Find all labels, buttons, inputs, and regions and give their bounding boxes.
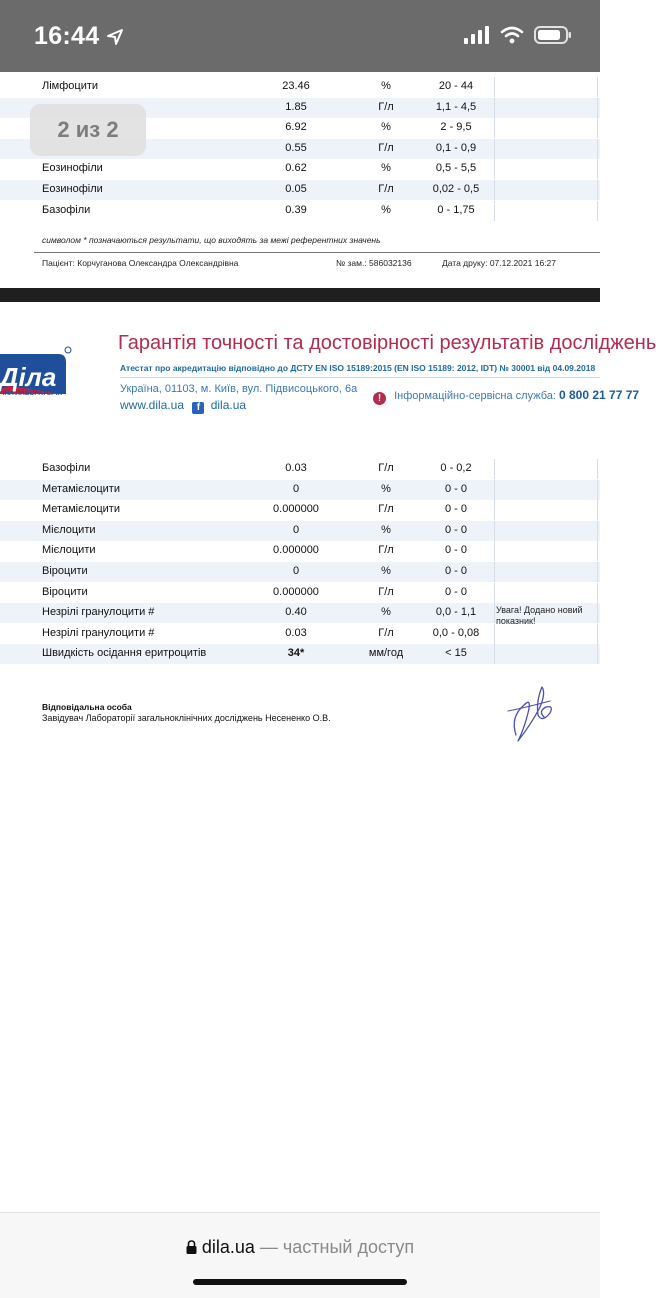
cell-unit: мм/год xyxy=(368,647,404,660)
cell-value: 0.55 xyxy=(285,141,307,154)
website-link[interactable]: www.dila.ua xyxy=(120,398,185,412)
print-date: Дата друку: 07.12.2021 16:27 xyxy=(442,258,556,268)
signature xyxy=(488,677,578,747)
column-divider xyxy=(597,77,598,97)
column-divider xyxy=(597,603,598,623)
table-row xyxy=(0,201,600,221)
status-icons xyxy=(464,25,572,45)
column-divider xyxy=(597,159,598,179)
cell-ref: 0 - 0 xyxy=(444,585,467,598)
column-divider xyxy=(494,480,495,500)
location-arrow-icon xyxy=(106,28,124,46)
status-bar xyxy=(0,0,600,72)
logo-text: Діла xyxy=(0,362,57,392)
cell-value: 0.40 xyxy=(285,606,307,619)
new-indicator-note xyxy=(496,605,583,627)
cell-value: 0 xyxy=(292,565,300,577)
cell-name: Віроцити xyxy=(42,565,88,577)
logo-tagline: ЧНА ЛАБОРАТОРІЯ xyxy=(0,390,63,397)
table-row xyxy=(0,562,600,582)
wifi-icon xyxy=(500,26,524,44)
cell-value: 0.000000 xyxy=(273,503,319,516)
table-row xyxy=(0,541,600,561)
column-divider xyxy=(494,180,495,200)
cell-value: 1.85 xyxy=(285,100,307,113)
cell-unit: Г/л xyxy=(378,585,394,598)
column-divider xyxy=(494,624,495,644)
column-divider xyxy=(494,201,495,221)
column-divider xyxy=(494,583,495,603)
cell-name: Віроцити xyxy=(42,585,88,598)
table-row xyxy=(0,644,600,664)
cell-ref: 0 - 0 xyxy=(444,523,467,536)
cell-value: 0 xyxy=(292,482,300,495)
patient-name: Пацієнт: Корчуганова Олександра Олександрівна xyxy=(42,258,239,268)
column-divider xyxy=(597,562,598,582)
cell-value: 0 xyxy=(292,523,300,536)
cell-name: Незрілі гранулоцити # xyxy=(42,606,155,619)
column-divider xyxy=(597,644,598,664)
lab-links xyxy=(120,398,246,414)
footnote: символом * позначаються результати, що виходять за межі референтних значень xyxy=(42,235,381,245)
cell-unit: % xyxy=(381,203,391,216)
header-divider xyxy=(120,377,600,378)
cell-unit: Г/л xyxy=(378,544,394,557)
page-counter: 2 из 2 xyxy=(30,104,146,156)
column-divider xyxy=(494,118,495,138)
address-bar[interactable] xyxy=(0,1237,600,1258)
column-divider xyxy=(597,624,598,644)
column-divider xyxy=(597,118,598,138)
column-divider xyxy=(597,521,598,541)
column-divider xyxy=(494,521,495,541)
cell-name: Метамієлоцити xyxy=(42,503,120,516)
cell-unit: % xyxy=(381,565,391,577)
cell-value: 0.000000 xyxy=(273,585,319,598)
page-separator xyxy=(0,288,600,302)
service-label: Інформаційно-сервісна служба: xyxy=(394,390,556,402)
cell-value: 0.03 xyxy=(285,462,307,474)
cell-name: Метамієлоцити xyxy=(42,482,120,495)
cell-unit: Г/л xyxy=(378,626,394,639)
cell-unit: % xyxy=(381,606,391,619)
facebook-icon: f xyxy=(192,402,204,414)
browser-bottom-bar xyxy=(0,1212,600,1298)
table-row xyxy=(0,180,600,200)
cell-value: 34* xyxy=(287,647,305,660)
column-divider xyxy=(494,500,495,520)
table-row xyxy=(0,480,600,500)
column-divider xyxy=(494,98,495,118)
cell-name: Лімфоцити xyxy=(42,80,99,92)
cell-ref: 0,0 - 0,08 xyxy=(432,626,480,639)
cell-ref: 0 - 0 xyxy=(444,544,467,557)
column-divider xyxy=(597,139,598,159)
lab-title: Гарантія точності та достовірності результатів досліджень xyxy=(118,332,656,354)
cell-ref: 0 - 0 xyxy=(444,565,467,577)
cell-unit: % xyxy=(381,523,391,536)
info-icon: ! xyxy=(373,392,386,405)
url-domain: dila.ua xyxy=(201,1237,255,1257)
cell-name: Мієлоцити xyxy=(42,544,96,557)
column-divider xyxy=(597,500,598,520)
facebook-link[interactable]: dila.ua xyxy=(210,398,247,412)
status-time: 16:44 xyxy=(34,22,100,50)
column-divider xyxy=(597,180,598,200)
column-divider xyxy=(597,583,598,603)
table-row xyxy=(0,583,600,603)
cell-value: 23.46 xyxy=(282,80,310,92)
cell-value: 0.03 xyxy=(285,626,307,639)
lock-icon xyxy=(186,1240,197,1254)
cell-ref: 0,0 - 1,1 xyxy=(435,606,477,619)
cell-ref: 0,5 - 5,5 xyxy=(435,162,477,175)
table-row xyxy=(0,521,600,541)
cell-name: Мієлоцити xyxy=(42,523,96,536)
cell-ref: 0 - 0 xyxy=(444,482,467,495)
cell-unit: % xyxy=(381,121,391,134)
home-indicator[interactable] xyxy=(193,1279,407,1285)
cell-ref: 1,1 - 4,5 xyxy=(435,100,477,113)
cell-unit: Г/л xyxy=(378,100,394,113)
column-divider xyxy=(597,201,598,221)
cell-name: Еозинофіли xyxy=(42,162,103,175)
responsible-title: Відповідальна особа xyxy=(42,702,132,712)
cell-name: Базофіли xyxy=(42,462,91,474)
cell-value: 0.39 xyxy=(285,203,307,216)
column-divider xyxy=(494,644,495,664)
table-row xyxy=(0,500,600,520)
column-divider xyxy=(597,459,598,479)
column-divider xyxy=(494,159,495,179)
column-divider xyxy=(597,480,598,500)
cell-value: 6.92 xyxy=(285,121,307,134)
cell-ref: 0 - 0 xyxy=(444,503,467,516)
cell-ref: 0 - 0,2 xyxy=(440,462,472,474)
column-divider xyxy=(494,139,495,159)
divider xyxy=(34,252,600,253)
signal-icon xyxy=(464,26,490,44)
private-label: — частный доступ xyxy=(259,1237,415,1257)
cell-unit: % xyxy=(381,482,391,495)
cell-ref: 2 - 9,5 xyxy=(440,121,472,134)
cell-unit: Г/л xyxy=(378,503,394,516)
cell-name: Еозинофіли xyxy=(42,183,103,195)
accreditation-text: Атестат про акредитацію відповідно до ДСТУ EN ISO 15189:2015 (EN ISO 15189: 2012, IDT) № 30001 від 04.09.2018 xyxy=(120,363,596,373)
column-divider xyxy=(597,541,598,561)
cell-ref: 0,1 - 0,9 xyxy=(435,141,477,154)
cell-value: 0.05 xyxy=(285,183,307,195)
note-line: показник! xyxy=(496,616,536,626)
table-row xyxy=(0,77,600,97)
note-line: Увага! Додано новий xyxy=(496,605,583,615)
lab-address: Україна, 01103, м. Київ, вул. Підвисоцького, 6а xyxy=(120,383,358,395)
cell-value: 0.000000 xyxy=(273,544,319,557)
service-line xyxy=(373,388,639,405)
service-phone[interactable]: 0 800 21 77 77 xyxy=(558,388,640,402)
cell-unit: % xyxy=(381,162,391,175)
table-row xyxy=(0,459,600,479)
cell-ref: < 15 xyxy=(445,647,467,660)
cell-ref: 0,02 - 0,5 xyxy=(432,183,480,195)
cell-unit: Г/л xyxy=(378,462,394,474)
responsible-name: Завідувач Лабораторії загальноклінічних досліджень Несененко О.В. xyxy=(42,713,331,723)
column-divider xyxy=(494,459,495,479)
battery-icon xyxy=(534,25,572,45)
cell-name: Базофіли xyxy=(42,203,91,216)
column-divider xyxy=(597,98,598,118)
cell-unit: Г/л xyxy=(378,141,394,154)
document-page-2 xyxy=(0,302,656,1212)
column-divider xyxy=(494,541,495,561)
cell-name: Швидкість осідання еритроцитів xyxy=(42,647,207,660)
cell-ref: 0 - 1,75 xyxy=(437,203,475,216)
table-row xyxy=(0,159,600,179)
cell-unit: Г/л xyxy=(378,183,394,195)
cell-ref: 20 - 44 xyxy=(438,80,474,92)
column-divider xyxy=(494,603,495,623)
order-number: № зам.: 586032136 xyxy=(336,258,412,268)
column-divider xyxy=(494,77,495,97)
cell-value: 0.62 xyxy=(285,162,307,175)
cell-name: Незрілі гранулоцити # xyxy=(42,626,155,639)
cell-unit: % xyxy=(381,80,391,92)
column-divider xyxy=(494,562,495,582)
